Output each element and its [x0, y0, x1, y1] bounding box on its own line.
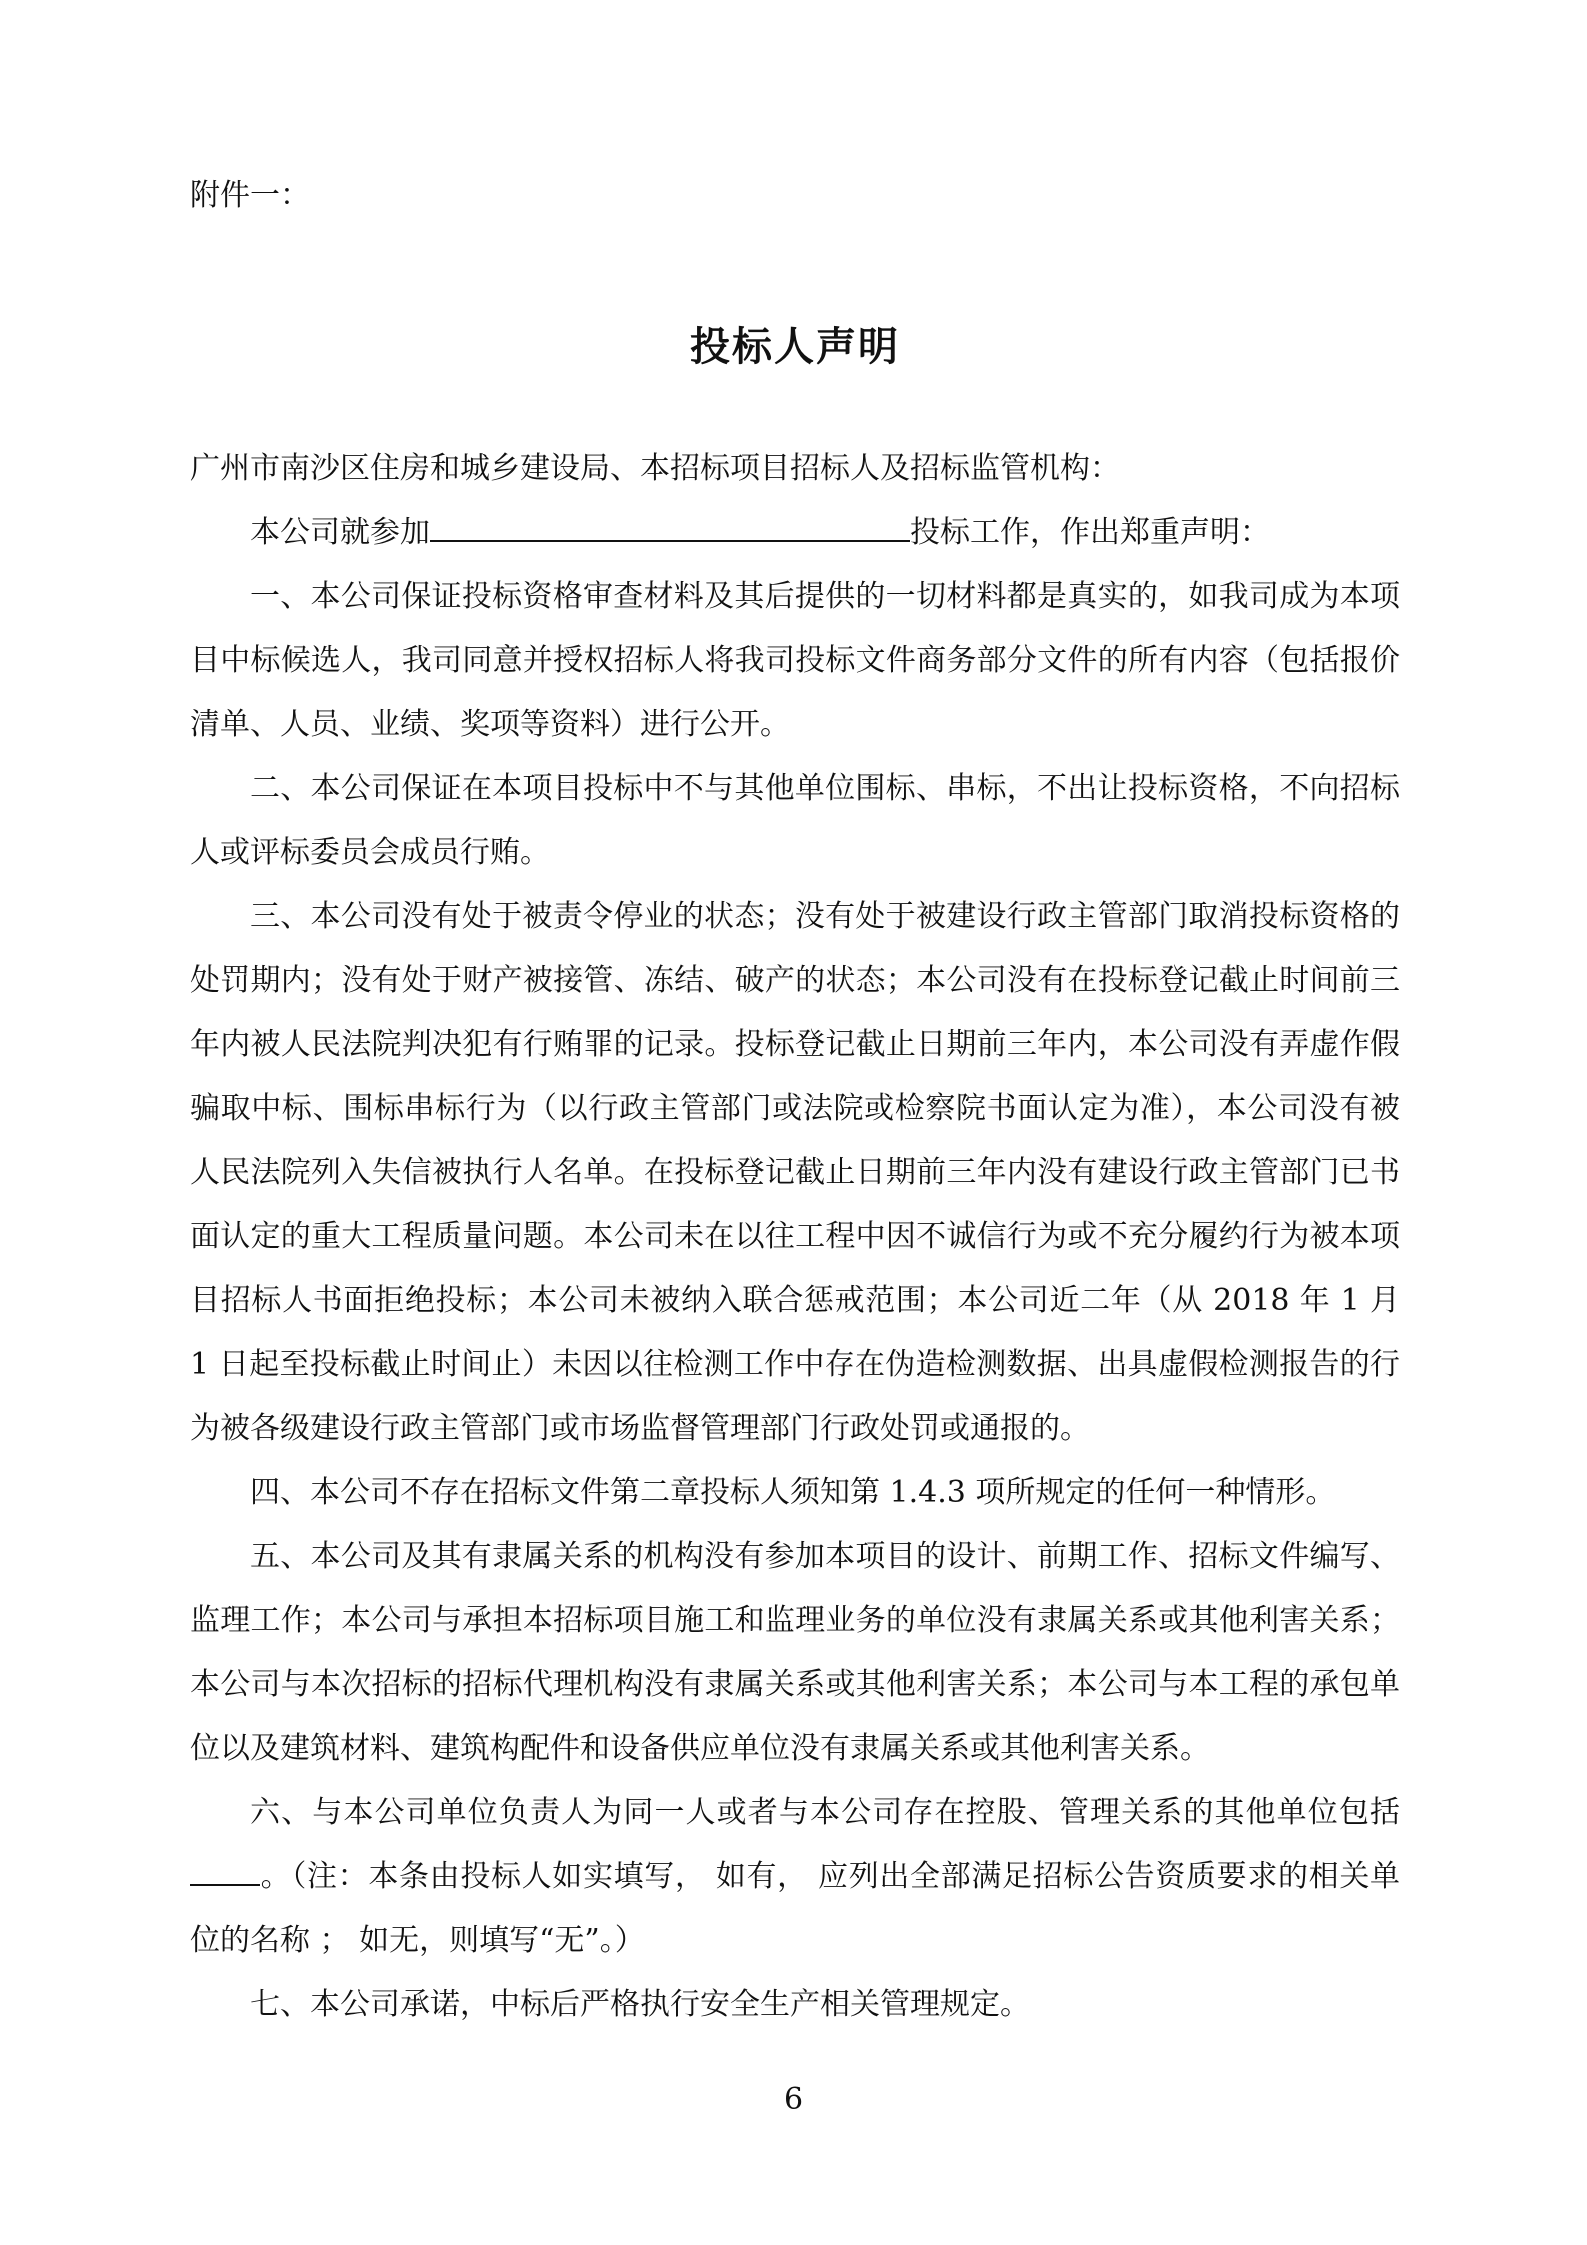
page-number: 6 [783, 2082, 804, 2117]
clause-6 [190, 1781, 1400, 1973]
clause-4: 四、本公司不存在招标文件第二章投标人须知第 1.4.3 项所规定的任何一种情形。 [250, 1475, 1336, 1510]
addressee-line: 广州市南沙区住房和城乡建设局、本招标项目招标人及招标监管机构： [190, 451, 1120, 486]
attachment-label: 附件一： [190, 178, 310, 213]
clause-5: 五、本公司及其有隶属关系的机构没有参加本项目的设计、前期工作、招标文件编写、监理工作；本公司与承担本招标项目施工和监理业务的单位没有隶属关系或其他利害关系；本公司与本次招标的招标代理机构没有隶属关系或其他利害关系；本公司与本工程的承包单位以及建筑材料、建筑构配件和设备供应单位没有隶属关系或其他利害关系。 [190, 1539, 1400, 1766]
clause-2: 二、本公司保证在本项目投标中不与其他单位围标、串标，不出让投标资格，不向招标人或评标委员会成员行贿。 [190, 771, 1400, 870]
clause-3: 三、本公司没有处于被责令停业的状态；没有处于被建设行政主管部门取消投标资格的处罚期内；没有处于财产被接管、冻结、破产的状态；本公司没有在投标登记截止时间前三年内被人民法院判决犯有行贿罪的记录。投标登记截止日期前三年内，本公司没有弄虚作假骗取中标、围标串标行为（以行政主管部门或法院或检察院书面认定为准），本公司没有被人民法院列入失信被执行人名单。在投标登记截止日期前三年内没有建设行政主管部门已书面认定的重大工程质量问题。本公司未在以往工程中因不诚信行为或不充分履约行为被本项目招标人书面拒绝投标；本公司未被纳入联合惩戒范围；本公司近二年（从 2018 年 1 月 1 日起至投标截止时间止）未因以往检测工作中存在伪造检测数据、出具虚假检测报告的行为被各级建设行政主管部门或市场监督管理部门行政处罚或通报的。 [190, 899, 1400, 1446]
clause-1: 一、本公司保证投标资格审查材料及其后提供的一切材料都是真实的，如我司成为本项目中标候选人，我司同意并授权招标人将我司投标文件商务部分文件的所有内容（包括报价清单、人员、业绩、奖项等资料）进行公开。 [190, 579, 1400, 742]
clause-6-text-before: 六、与本公司单位负责人为同一人或者与本公司存在控股、管理关系的其他单位包括 [250, 1795, 1400, 1830]
intro-text-after: 投标工作，作出郑重声明： [910, 515, 1270, 550]
intro-paragraph [190, 501, 1400, 565]
clause-7: 七、本公司承诺，中标后严格执行安全生产相关管理规定。 [250, 1987, 1030, 2022]
related-units-blank[interactable] [190, 1854, 260, 1886]
project-name-blank[interactable] [430, 510, 910, 542]
document-body [190, 170, 1400, 2037]
page-title: 投标人声明 [690, 324, 900, 370]
intro-text-before: 本公司就参加 [250, 515, 430, 550]
clause-6-text-after: 。（注：本条由投标人如实填写， 如有， 应列出全部满足招标公告资质要求的相关单位的名称 ； 如无，则填写“无”。） [190, 1859, 1400, 1958]
